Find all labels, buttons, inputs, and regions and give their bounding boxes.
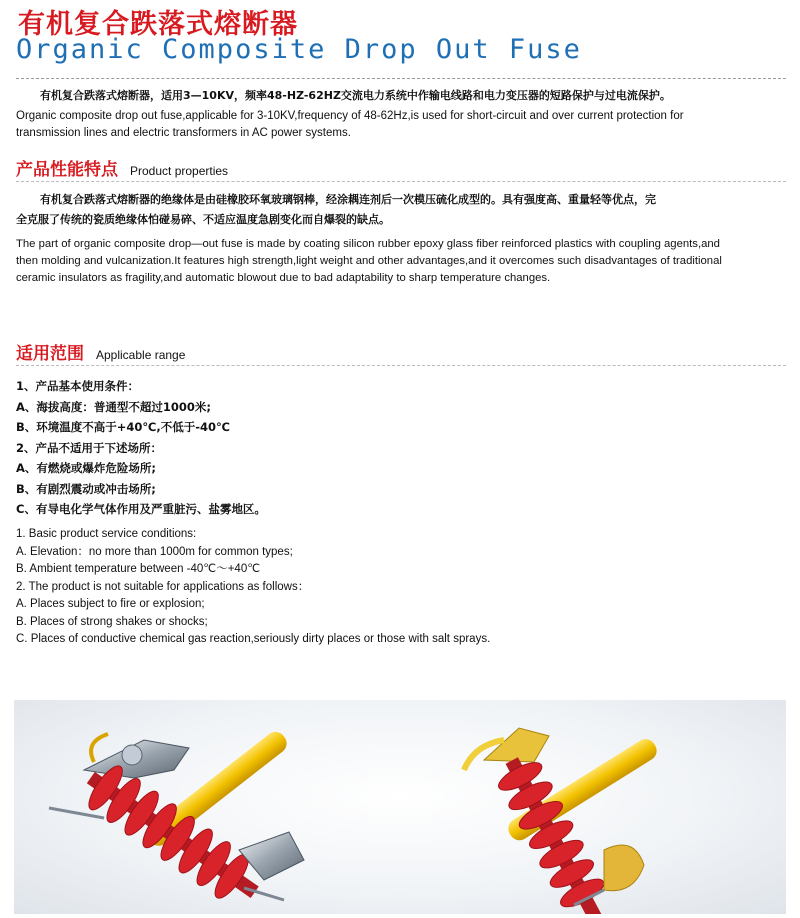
range-heading [16,339,185,364]
properties-heading-en: Product properties [130,164,229,178]
page-title-cn: 有机复合跌落式熔断器 [18,9,298,40]
properties-divider [16,181,786,182]
fuse-left [49,728,304,914]
product-photo-illustration [14,700,786,914]
properties-en-line2: then molding and vulcanization.It features high strength,light weight and other advantages,and it overcomes such disadvantages of traditional [16,255,722,267]
properties-heading [16,155,228,180]
intro-en-line2: transmission lines and electric transformers in AC power systems. [16,127,351,139]
list-item: B. Ambient temperature between -40℃～+40℃ [16,563,261,575]
range-heading-en: Applicable range [96,348,186,362]
title-divider [16,78,786,79]
list-item: A、有燃烧或爆炸危险场所; [16,461,156,475]
list-item: B、环境温度不高于+40℃,不低于-40℃ [16,420,230,434]
list-item: 1. Basic product service conditions: [16,528,197,540]
list-item: B. Places of strong shakes or shocks; [16,615,208,628]
range-heading-cn: 适用范围 [16,344,84,364]
list-item: 1、产品基本使用条件： [16,379,140,393]
list-item: 2、产品不适用于下述场所： [16,440,163,455]
intro-cn: 有机复合跌落式熔断器，适用3—10KV，频率48-HZ-62HZ交流电力系统中作输电线路和电力变压器的短路保护与过电流保护。 [40,89,671,102]
properties-en-line3: ceramic insulators as fragility,and automatic blowout due to bad adaptability to sharp temperature changes. [16,272,551,284]
properties-cn-line1: 有机复合跌落式熔断器的绝缘体是由硅橡胶环氧玻璃钢棒，经涂耦连剂后一次模压硫化成型的。具有强度高、重量轻等优点，完 [40,193,656,206]
fuse-right [464,728,660,914]
list-item: B、有剧烈震动或冲击场所; [16,481,156,496]
intro-en-line1: Organic composite drop out fuse,applicable for 3-10KV,frequency of 48-62Hz,is used for short-circuit and over current protection for [16,110,684,122]
list-item: C、有导电化学气体作用及严重脏污、盐雾地区。 [16,502,266,516]
range-en-list [16,526,490,649]
list-item: C. Places of conductive chemical gas reaction,seriously dirty places or those with salt sprays. [16,633,491,645]
list-item: 2. The product is not suitable for applications as follows： [16,580,310,593]
list-item: A、海拔高度：普通型不超过1000米; [16,399,212,414]
list-item: A. Elevation：no more than 1000m for common types; [16,545,293,558]
properties-cn-line2: 全克服了传统的瓷质绝缘体怕碰易碎、不适应温度急剧变化而自爆裂的缺点。 [16,213,390,226]
product-photo [14,700,786,914]
range-divider [16,365,786,366]
properties-en-line1: The part of organic composite drop—out fuse is made by coating silicon rubber epoxy glass fiber reinforced plastics with coupling agents,and [16,238,720,250]
range-cn-list [16,376,266,520]
page-title-en: Organic Composite Drop Out Fuse [16,34,582,65]
list-item: A. Places subject to fire or explosion; [16,598,205,610]
properties-heading-cn: 产品性能特点 [16,160,118,180]
